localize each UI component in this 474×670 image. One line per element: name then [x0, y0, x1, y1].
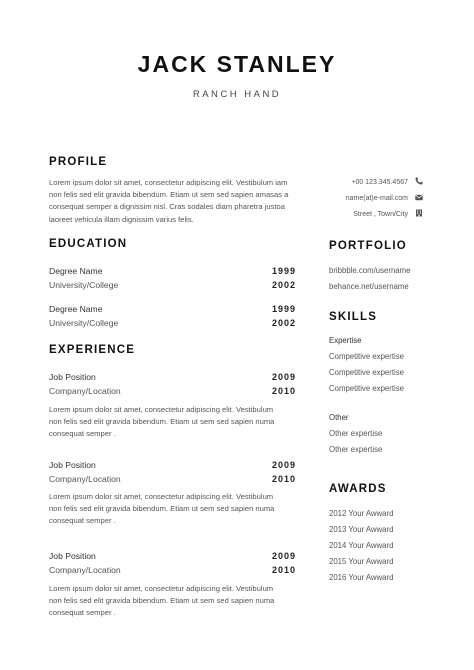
description-line: non felis sed elit gravida bibendum. Etiam ut sem sed sapien numa: [49, 504, 275, 514]
award-item: 2014 Your Awward: [329, 541, 394, 550]
profile-line: Lorem ipsum dolor sit amet, consectetur adipiscing elit. Vestibulum iam: [49, 178, 288, 187]
profile-line: laoreet vehicula illam dignissim varius felis.: [49, 214, 194, 224]
start-year: 2009: [271, 372, 296, 382]
profile-text: [49, 177, 309, 226]
experience-entry: [49, 370, 296, 398]
skills-other-label: Other: [329, 413, 349, 422]
start-year: 2009: [271, 460, 296, 470]
skills-expertise-label: Expertise: [329, 336, 362, 345]
start-year: 1999: [271, 304, 296, 314]
email-icon: [414, 194, 424, 203]
award-item: 2013 Your Awward: [329, 525, 394, 534]
skill-item: Competitive expertise: [329, 352, 404, 361]
school-name: University/College: [49, 318, 119, 328]
description-line: consequat semper .: [49, 429, 116, 439]
experience-description: [49, 491, 309, 528]
description-line: non felis sed elit gravida bibendum. Etiam ut sem sed sapien numa: [49, 417, 275, 427]
description-line: Lorem ipsum dolor sit amet, consectetur adipiscing elit. Vestibulum: [49, 584, 274, 593]
degree-name: Degree Name: [49, 304, 103, 314]
portfolio-link[interactable]: behance.net/username: [329, 282, 409, 291]
education-heading: EDUCATION: [49, 238, 128, 250]
candidate-name: JACK STANLEY: [137, 51, 337, 77]
end-year: 2002: [271, 318, 296, 328]
portfolio-heading: PORTFOLIO: [329, 240, 407, 252]
job-position: Job Position: [49, 460, 96, 470]
awards-list: [329, 506, 393, 586]
contact-address: Street , Town/City: [353, 210, 408, 218]
profile-line: non felis sed elit gravida bibendum. Etiam ut sem sed sapien amasas a: [49, 190, 289, 200]
description-line: non felis sed elit gravida bibendum. Etiam ut sem sed sapien numa: [49, 596, 275, 606]
company-location: Company/Location: [49, 474, 121, 484]
experience-description: [49, 404, 309, 441]
experience-heading: EXPERIENCE: [49, 344, 136, 356]
candidate-role: RANCH HAND: [192, 89, 282, 100]
profile-heading: PROFILE: [49, 156, 108, 168]
contact-block: [300, 174, 424, 222]
award-item: 2015 Your Awward: [329, 557, 394, 566]
award-item: 2016 Your Awward: [329, 573, 394, 582]
contact-phone-row: [300, 174, 424, 190]
skill-item: Competitive expertise: [329, 368, 404, 377]
education-entry: [49, 264, 296, 292]
contact-email-row: [300, 190, 424, 206]
experience-description: [49, 583, 309, 620]
education-entry: [49, 302, 296, 330]
job-position: Job Position: [49, 372, 96, 382]
description-line: consequat semper .: [49, 608, 116, 618]
job-position: Job Position: [49, 551, 96, 561]
company-location: Company/Location: [49, 565, 121, 575]
contact-email: name(at)e-mail.com: [345, 194, 408, 202]
contact-phone: +00 123.345.4567: [351, 178, 408, 186]
end-year: 2002: [271, 280, 296, 290]
skills-heading: SKILLS: [329, 311, 378, 323]
skill-item: Competitive expertise: [329, 384, 404, 393]
skills-expertise-list: [329, 333, 404, 397]
description-line: consequat semper .: [49, 516, 116, 526]
portfolio-link[interactable]: bribbble.com/username: [329, 266, 411, 275]
start-year: 2009: [271, 551, 296, 561]
contact-address-row: [300, 206, 424, 222]
building-icon: [414, 209, 424, 219]
description-line: Lorem ipsum dolor sit amet, consectetur adipiscing elit. Vestibulum: [49, 492, 274, 501]
end-year: 2010: [271, 565, 296, 575]
start-year: 1999: [271, 266, 296, 276]
experience-entry: [49, 458, 296, 486]
skill-item: Other expertise: [329, 429, 383, 438]
end-year: 2010: [271, 386, 296, 396]
company-location: Company/Location: [49, 386, 121, 396]
degree-name: Degree Name: [49, 266, 103, 276]
school-name: University/College: [49, 280, 119, 290]
award-item: 2012 Your Awward: [329, 509, 394, 518]
experience-entry: [49, 549, 296, 577]
awards-heading: AWARDS: [329, 483, 387, 495]
skill-item: Other expertise: [329, 445, 383, 454]
skills-other-list: [329, 410, 382, 458]
phone-icon: [414, 177, 424, 187]
profile-line: consequat semper a dignissim nisl. Cras sodales diam pharetra justoa: [49, 202, 285, 212]
description-line: Lorem ipsum dolor sit amet, consectetur adipiscing elit. Vestibulum: [49, 405, 274, 414]
end-year: 2010: [271, 474, 296, 484]
portfolio-links: [329, 263, 410, 295]
